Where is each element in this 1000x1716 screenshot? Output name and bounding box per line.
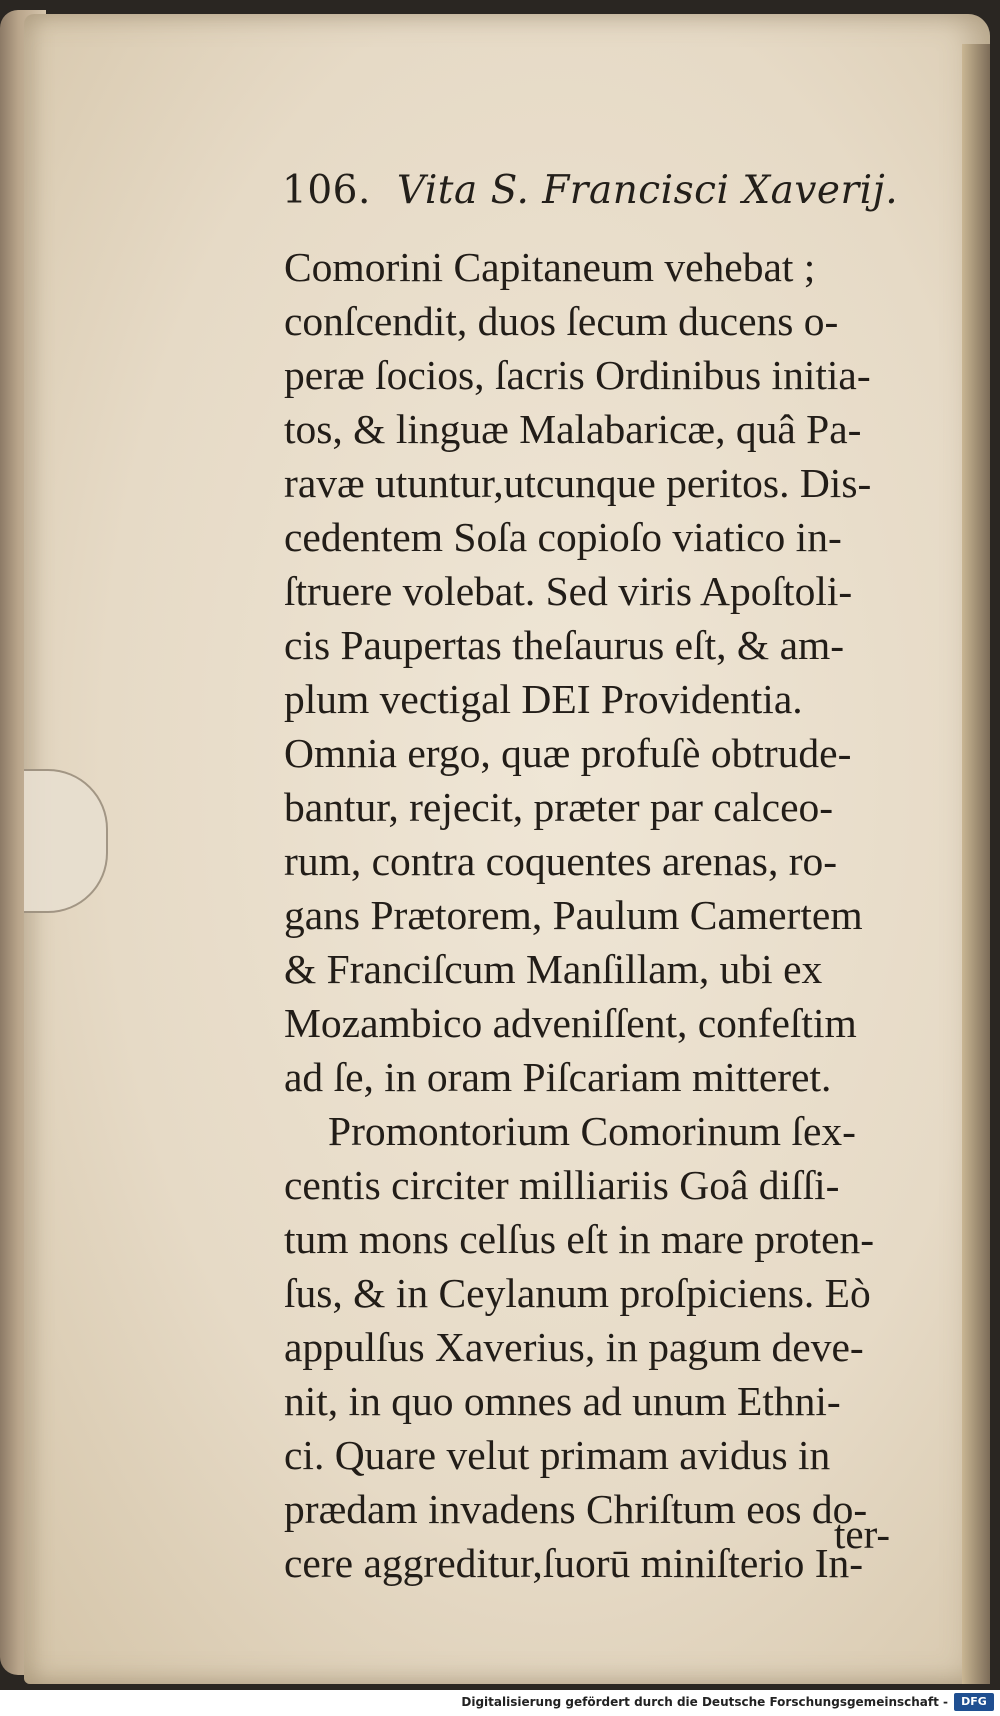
text-line: appulſus Xaverius, in pagum deve- — [284, 1324, 864, 1370]
text-line: conſcendit, duos ſecum ducens o- — [284, 298, 839, 344]
footer-bar — [0, 1690, 1000, 1716]
text-line: Comorini Capitaneum vehebat ; — [284, 244, 816, 290]
text-line: nit, in quo omnes ad unum Ethni- — [284, 1378, 841, 1424]
text-line: Omnia ergo, quæ profuſè obtrude- — [284, 730, 852, 776]
text-line: ſus, & in Ceylanum proſpiciens. Eò — [284, 1270, 871, 1316]
text-line: ad ſe, in oram Piſcariam mitteret. — [284, 1054, 832, 1100]
text-line: centis circiter milliariis Goâ diſſi- — [284, 1162, 840, 1208]
text-line: cere aggreditur,ſuorū miniſterio In- — [284, 1540, 864, 1586]
text-line: bantur, rejecit, præter par calceo- — [284, 784, 834, 830]
dfg-logo: DFG — [954, 1693, 994, 1711]
text-line: & Franciſcum Manſillam, ubi ex — [284, 946, 823, 992]
text-line: ravæ utuntur,utcunque peritos. Dis- — [284, 460, 872, 506]
page-number: 106. — [282, 168, 371, 213]
text-line: peræ ſocios, ſacris Ordinibus initia- — [284, 352, 871, 398]
bookmark-tab — [24, 769, 108, 913]
text-line: cedentem Soſa copioſo viatico in- — [284, 514, 842, 560]
running-head — [282, 168, 922, 228]
text-line: ci. Quare velut primam avidus in — [284, 1432, 831, 1478]
text-line: tum mons celſus eſt in mare proten- — [284, 1216, 875, 1262]
text-line: plum vectigal DEI Providentia. — [284, 676, 803, 722]
text-line: gans Prætorem, Paulum Camertem — [284, 892, 863, 938]
text-line: prædam invadens Chriſtum eos do- — [284, 1486, 868, 1532]
text-line: Mozambico adveniſſent, confeſtim — [284, 1000, 857, 1046]
text-line: Promontorium Comorinum ſex- — [328, 1108, 856, 1154]
text-line: tos, & linguæ Malabaricæ, quâ Pa- — [284, 406, 862, 452]
text-line: cis Paupertas theſaurus eſt, & am- — [284, 622, 845, 668]
text-line: rum, contra coquentes arenas, ro- — [284, 838, 838, 884]
catchword: ter- — [834, 1511, 891, 1557]
text-line: ſtruere volebat. Sed viris Apoſtoli- — [284, 568, 853, 614]
footer-credit: Digitalisierung gefördert durch die Deutsche Forschungsgemeinschaft - — [461, 1695, 948, 1709]
gutter-shadow — [962, 44, 990, 1684]
running-title: Vita S. Francisci Xaverij. — [396, 168, 899, 213]
body-text — [284, 240, 944, 1590]
